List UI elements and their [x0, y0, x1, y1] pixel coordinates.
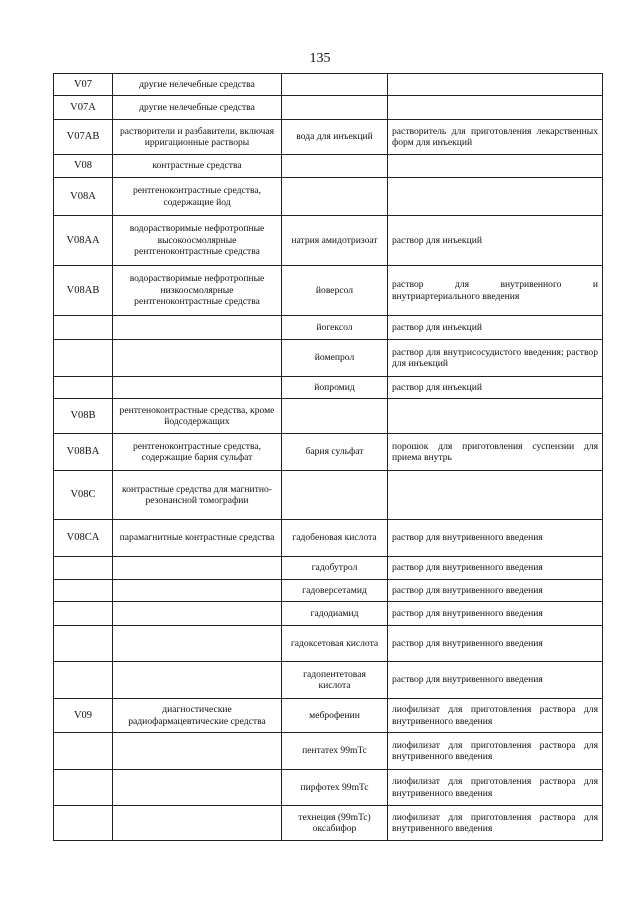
therapeutic-group-cell [113, 770, 282, 806]
drug-name-cell: йомепрол [282, 340, 388, 377]
therapeutic-group-cell [113, 626, 282, 662]
dosage-form-cell: раствор для инъекций [388, 316, 603, 340]
atc-code-cell [54, 770, 113, 806]
atc-code-cell [54, 580, 113, 602]
table-row [54, 216, 603, 266]
dosage-form-cell: раствор для внутривенного введения [388, 602, 603, 626]
table-row [54, 74, 603, 96]
table-row [54, 662, 603, 699]
table-row [54, 340, 603, 377]
therapeutic-group-cell: парамагнитные контрастные средства [113, 520, 282, 557]
drug-name-cell: бария сульфат [282, 434, 388, 471]
drug-name-cell: гадоверсетамид [282, 580, 388, 602]
drug-name-cell [282, 399, 388, 434]
atc-code-cell [54, 662, 113, 699]
dosage-form-cell [388, 178, 603, 216]
atc-code-cell: V08AB [54, 266, 113, 316]
drug-name-cell: натрия амидотризоат [282, 216, 388, 266]
table-row [54, 399, 603, 434]
atc-code-cell [54, 377, 113, 399]
drug-name-cell: гадодиамид [282, 602, 388, 626]
atc-code-cell: V08CA [54, 520, 113, 557]
drug-name-cell [282, 471, 388, 520]
drug-name-cell: вода для инъекций [282, 120, 388, 155]
table-row [54, 377, 603, 399]
therapeutic-group-cell [113, 557, 282, 580]
dosage-form-cell: раствор для внутривенного введения [388, 520, 603, 557]
therapeutic-group-cell: рентгеноконтрастные средства, содержащие бария сульфат [113, 434, 282, 471]
drug-table [53, 73, 603, 841]
atc-code-cell [54, 340, 113, 377]
therapeutic-group-cell: другие нелечебные средства [113, 96, 282, 120]
dosage-form-cell [388, 399, 603, 434]
therapeutic-group-cell: рентгеноконтрастные средства, содержащие йод [113, 178, 282, 216]
table-row [54, 602, 603, 626]
therapeutic-group-cell [113, 602, 282, 626]
dosage-form-cell [388, 74, 603, 96]
dosage-form-cell: растворитель для приготовления лекарственных форм для инъекций [388, 120, 603, 155]
dosage-form-cell: раствор для внутривенного введения [388, 626, 603, 662]
dosage-form-cell: лиофилизат для приготовления раствора для внутривенного введения [388, 806, 603, 841]
dosage-form-cell: лиофилизат для приготовления раствора для внутривенного введения [388, 699, 603, 733]
therapeutic-group-cell: водорастворимые нефротропные низкоосмолярные рентгеноконтрастные средства [113, 266, 282, 316]
atc-code-cell: V08AA [54, 216, 113, 266]
therapeutic-group-cell: диагностические радиофармацевтические средства [113, 699, 282, 733]
atc-code-cell [54, 602, 113, 626]
table-row [54, 520, 603, 557]
therapeutic-group-cell [113, 662, 282, 699]
table-row [54, 434, 603, 471]
drug-name-cell [282, 74, 388, 96]
dosage-form-cell: раствор для внутрисосудистого введения; раствор для инъекций [388, 340, 603, 377]
drug-name-cell: гадобеновая кислота [282, 520, 388, 557]
table-row [54, 770, 603, 806]
atc-code-cell [54, 733, 113, 770]
atc-code-cell: V08 [54, 155, 113, 178]
drug-name-cell: йоверсол [282, 266, 388, 316]
drug-name-cell: пирфотех 99mTc [282, 770, 388, 806]
table-row [54, 266, 603, 316]
dosage-form-cell: лиофилизат для приготовления раствора для внутривенного введения [388, 770, 603, 806]
dosage-form-cell: раствор для внутривенного введения [388, 580, 603, 602]
table-row [54, 626, 603, 662]
drug-name-cell: пентатех 99mTc [282, 733, 388, 770]
therapeutic-group-cell: контрастные средства для магнитно-резонансной томографии [113, 471, 282, 520]
atc-code-cell [54, 806, 113, 841]
table-row [54, 471, 603, 520]
dosage-form-cell [388, 96, 603, 120]
atc-code-cell: V07AB [54, 120, 113, 155]
dosage-form-cell: раствор для внутривенного введения [388, 557, 603, 580]
atc-code-cell: V07 [54, 74, 113, 96]
dosage-form-cell [388, 471, 603, 520]
table-row [54, 733, 603, 770]
dosage-form-cell: раствор для инъекций [388, 377, 603, 399]
table-row [54, 120, 603, 155]
table-row [54, 580, 603, 602]
atc-code-cell: V08C [54, 471, 113, 520]
therapeutic-group-cell: контрастные средства [113, 155, 282, 178]
therapeutic-group-cell: растворители и разбавители, включая ирригационные растворы [113, 120, 282, 155]
therapeutic-group-cell: другие нелечебные средства [113, 74, 282, 96]
atc-code-cell [54, 316, 113, 340]
therapeutic-group-cell [113, 580, 282, 602]
drug-name-cell: гадобутрол [282, 557, 388, 580]
drug-name-cell: технеция (99mTc) оксабифор [282, 806, 388, 841]
drug-name-cell [282, 178, 388, 216]
dosage-form-cell: раствор для инъекций [388, 216, 603, 266]
dosage-form-cell: порошок для приготовления суспензии для приема внутрь [388, 434, 603, 471]
table-row [54, 316, 603, 340]
atc-code-cell: V07A [54, 96, 113, 120]
dosage-form-cell: раствор для внутривенного и внутриартериального введения [388, 266, 603, 316]
table-row [54, 155, 603, 178]
drug-name-cell [282, 155, 388, 178]
atc-code-cell [54, 626, 113, 662]
therapeutic-group-cell: рентгеноконтрастные средства, кроме йодсодержащих [113, 399, 282, 434]
table-row [54, 557, 603, 580]
table-row [54, 699, 603, 733]
atc-code-cell: V09 [54, 699, 113, 733]
therapeutic-group-cell [113, 733, 282, 770]
drug-name-cell: йопромид [282, 377, 388, 399]
therapeutic-group-cell [113, 377, 282, 399]
table-row [54, 96, 603, 120]
table-body [54, 74, 603, 841]
dosage-form-cell: раствор для внутривенного введения [388, 662, 603, 699]
therapeutic-group-cell [113, 316, 282, 340]
drug-name-cell: гадоксетовая кислота [282, 626, 388, 662]
drug-name-cell: меброфенин [282, 699, 388, 733]
therapeutic-group-cell [113, 340, 282, 377]
drug-name-cell: йогексол [282, 316, 388, 340]
drug-name-cell: гадопентетовая кислота [282, 662, 388, 699]
dosage-form-cell [388, 155, 603, 178]
therapeutic-group-cell: водорастворимые нефротропные высокоосмолярные рентгеноконтрастные средства [113, 216, 282, 266]
dosage-form-cell: лиофилизат для приготовления раствора для внутривенного введения [388, 733, 603, 770]
table-row [54, 178, 603, 216]
atc-code-cell [54, 557, 113, 580]
table-row [54, 806, 603, 841]
page-number: 135 [309, 51, 331, 66]
atc-code-cell: V08A [54, 178, 113, 216]
therapeutic-group-cell [113, 806, 282, 841]
atc-code-cell: V08B [54, 399, 113, 434]
atc-code-cell: V08BA [54, 434, 113, 471]
drug-name-cell [282, 96, 388, 120]
